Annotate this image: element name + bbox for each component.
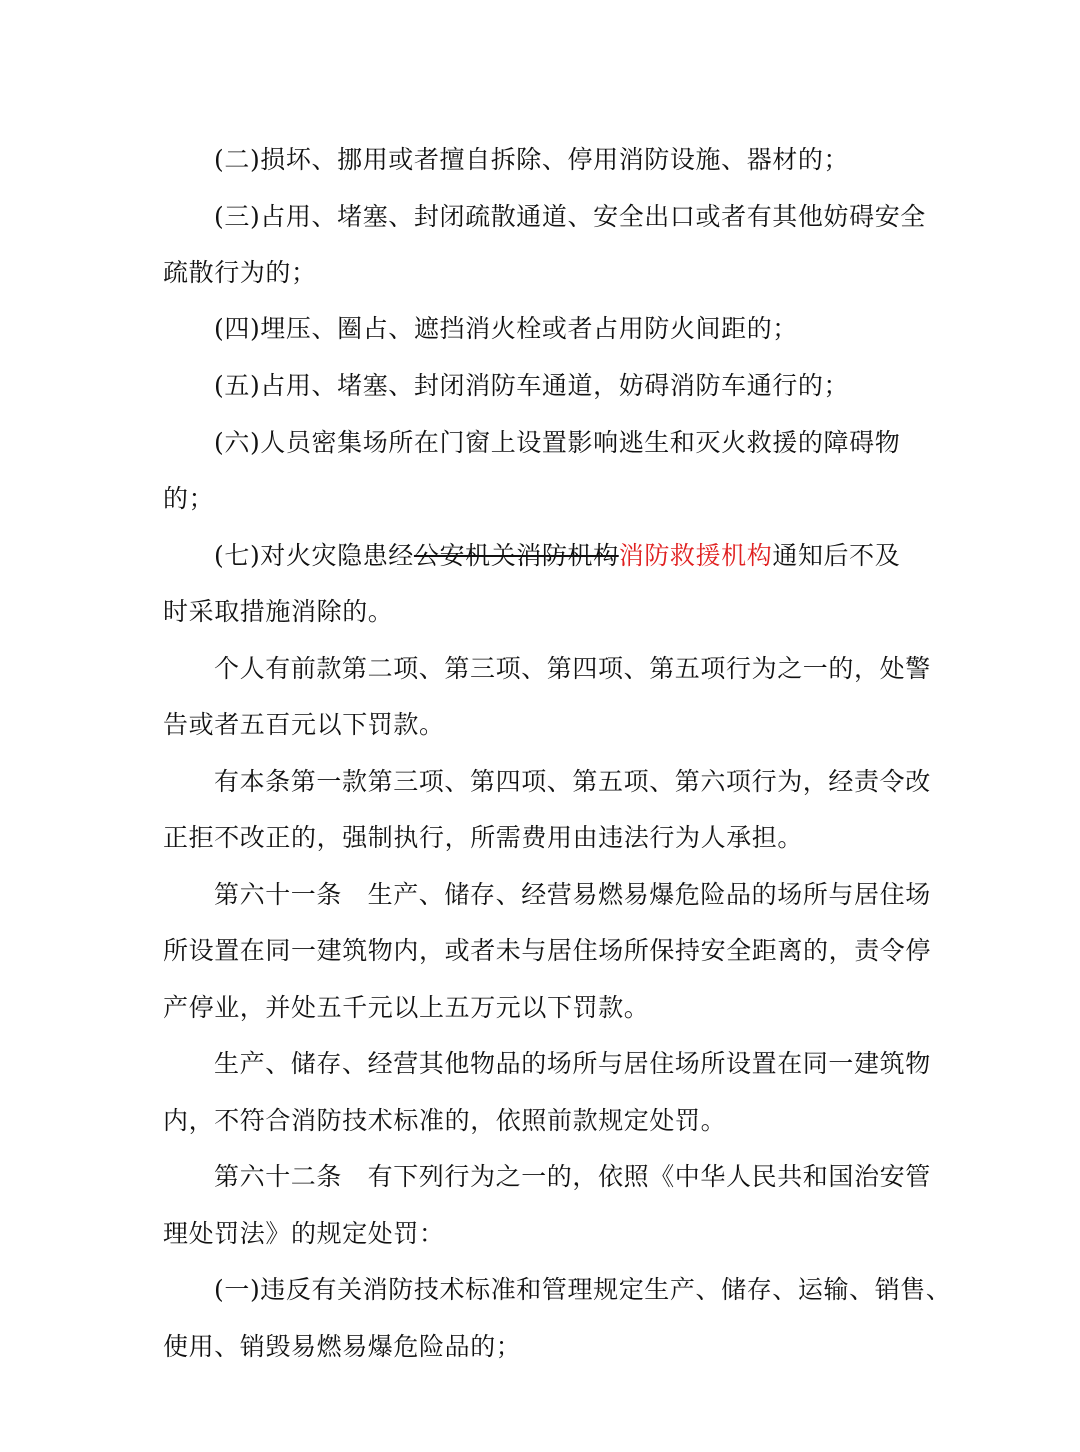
text-line: 内，不符合消防技术标准的，依照前款规定处罚。	[163, 1106, 727, 1135]
text-line: (四)埋压、圈占、遮挡消火栓或者占用防火间距的；	[214, 314, 798, 343]
text-line: (一)违反有关消防技术标准和管理规定生产、储存、运输、销售、	[214, 1275, 952, 1304]
revised-text-line	[0, 540, 1080, 572]
text-line: 正拒不改正的，强制执行，所需费用由违法行为人承担。	[163, 823, 804, 852]
inserted-text: 消防救援机构	[618, 541, 773, 570]
text-line: 理处罚法》的规定处罚：	[163, 1219, 445, 1248]
text-line: 个人有前款第二项、第三项、第四项、第五项行为之一的，处警	[214, 654, 931, 683]
text-line: 产停业，并处五千元以上五万元以下罚款。	[163, 993, 650, 1022]
text-line: 所设置在同一建筑物内，或者未与居住场所保持安全距离的，责令停	[163, 936, 932, 965]
text-line: 疏散行为的；	[163, 258, 317, 287]
text-line: 时采取措施消除的。	[163, 597, 394, 626]
text-segment: 通知后不及	[772, 541, 901, 570]
text-line: 使用、销毁易燃易爆危险品的；	[163, 1332, 522, 1361]
deleted-text: 公安机关消防机构	[413, 541, 619, 570]
text-line: 的；	[163, 484, 215, 513]
text-line: 生产、储存、经营其他物品的场所与居住场所设置在同一建筑物	[214, 1049, 931, 1078]
text-line: (六)人员密集场所在门窗上设置影响逃生和灭火救援的障碍物	[214, 428, 901, 457]
text-line: (二)损坏、挪用或者擅自拆除、停用消防设施、器材的；	[214, 145, 850, 174]
text-line: 有本条第一款第三项、第四项、第五项、第六项行为，经责令改	[214, 767, 931, 796]
text-segment: (七)对火灾隐患经	[214, 541, 414, 570]
text-line: 第六十一条 生产、储存、经营易燃易爆危险品的场所与居住场	[214, 880, 931, 909]
text-line: 告或者五百元以下罚款。	[163, 710, 445, 739]
text-line: (三)占用、堵塞、封闭疏散通道、安全出口或者有其他妨碍安全	[214, 202, 926, 231]
text-line: (五)占用、堵塞、封闭消防车通道，妨碍消防车通行的；	[214, 371, 850, 400]
text-line: 第六十二条 有下列行为之一的，依照《中华人民共和国治安管	[214, 1162, 931, 1191]
